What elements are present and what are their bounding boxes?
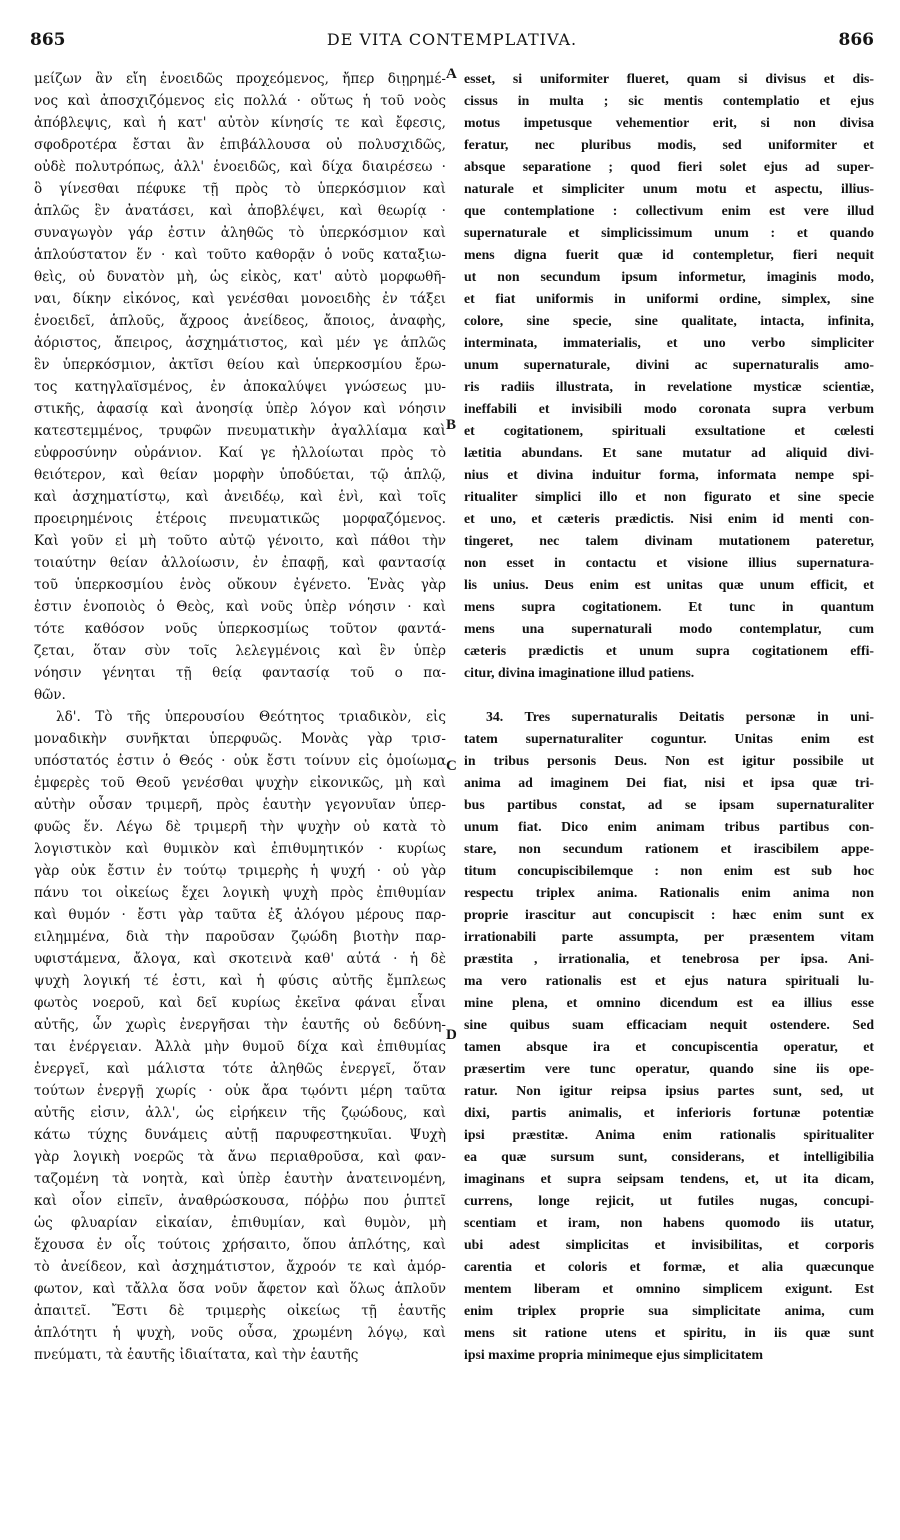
latin-text-line: irrationabili parte assumpta, per præsentem vitam xyxy=(464,929,874,944)
greek-text-line: καὶ ἀσχηματίστῳ, καὶ ἀνειδέῳ, καὶ ἑνὶ, καὶ τοῖς xyxy=(34,489,446,505)
greek-text-line: αὐτὴν οὖσαν τριμερῆ, πρὸς ἑαυτὴν γεγονυῖαν ὑπερ- xyxy=(34,797,446,813)
latin-text-line: et uno, et cæteris prædictis. Nisi enim id menti con- xyxy=(464,511,874,526)
latin-text-line: tatem supernaturaliter coguntur. Unitas enim est xyxy=(464,731,874,746)
latin-text-line: absque separatione ; quod fieri solet ejus ad super- xyxy=(464,159,874,174)
latin-text-line: imaginans et supra seipsam tendens, et, ut ita dicam, xyxy=(464,1171,874,1186)
greek-text-line: ζεται, ὅταν σὺν τοῖς λελεγμένοις καὶ ἓν ὑπὲρ xyxy=(34,643,446,659)
page-header xyxy=(30,30,874,62)
page-number-left: 865 xyxy=(30,30,66,50)
greek-text-line: μείζων ἂν εἴη ἑνοειδῶς προχεόμενος, ἤπερ διῃρημέ- xyxy=(34,71,446,87)
greek-text-line: ἀπόβλεψις, καὶ ἡ κατ' αὐτὸν κίνησίς τε καὶ ἔφεσις, xyxy=(34,115,446,131)
margin-marker-a: A xyxy=(446,66,457,82)
latin-text-line: bus partibus constat, ad se ipsam supernaturaliter xyxy=(464,797,874,812)
latin-text-line: colore, sine specie, sine qualitate, intacta, infinita, xyxy=(464,313,874,328)
latin-text-line: præstita , irrationalia, et tenebrosa per ipsa. Ani- xyxy=(464,951,874,966)
latin-text-line: ineffabili et invisibili modo coronata supra verbum xyxy=(464,401,874,416)
greek-text-line: ἐνεργεῖ, καὶ μάλιστα τότε ἀληθῶς ἐνεργεῖ, ὅταν xyxy=(34,1061,446,1077)
latin-text-line: unum supernaturale, divini ac supernaturalis amo- xyxy=(464,357,874,372)
greek-text-line: κάτω τύχης δυνάμεις αὐτῇ παρυφεστηκυῖαι. Ψυχὴ xyxy=(34,1127,446,1143)
greek-text-line: φυῶς ἕν. Λέγω δὲ τριμερῆ τὴν ψυχὴν οὐ κατὰ τὸ xyxy=(34,819,446,835)
latin-text-line: respectu triplex anima. Rationalis enim anima non xyxy=(464,885,874,900)
greek-text-line: τος κατηγλαϊσμένος, ἐν ἀποκαλύψει γνώσεως μυ- xyxy=(34,379,446,395)
greek-text-line: καὶ θυμόν · ἔστι γὰρ ταῦτα ἐξ ἀλόγου μέρους παρ- xyxy=(34,907,446,923)
latin-text-line: currens, longe rejicit, ut futiles nugas, concupi- xyxy=(464,1193,874,1208)
greek-text-line: καὶ οἷον εἰπεῖν, ἀναθρώσκουσα, πόῤῥω που ῥιπτεῖ xyxy=(34,1193,446,1209)
latin-text-line: lætitia abundans. Et sane mutatur ad aliquid divi- xyxy=(464,445,874,460)
page-number-right: 866 xyxy=(838,30,874,50)
greek-text-line: ται ἐνέργειαν. Ἀλλὰ μὴν θυμοῦ δίχα καὶ ἐπιθυμίας xyxy=(34,1039,446,1055)
greek-text-line: ναι, δίκην εἰκόνος, καὶ γενέσθαι μονοειδὴς ἐν τάξει xyxy=(34,291,446,307)
greek-text-line: ειλημμένα, διὰ τὴν παροῦσαν ζῳώδη βιοτὴν παρ- xyxy=(34,929,446,945)
greek-text-line: υφιστάμενα, ἄλογα, καὶ σκοτεινὰ καθ' αὑτά · ἡ δὲ xyxy=(34,951,446,967)
greek-text-line: ταζομένη τὰ νοητὰ, καὶ ὑπὲρ ἑαυτὴν ἀνατεινομένη, xyxy=(34,1171,446,1187)
latin-text-line: ipsi maxime propria minimeque ejus simplicitatem xyxy=(464,1347,764,1362)
greek-text-line: ἓν ὑπερκόσμιον, ἀκτῖσι θείου καὶ ὑπερκοσμίου ἔρω- xyxy=(34,357,446,373)
greek-text-line: Καὶ γοῦν εἰ μὴ τοῦτο αὐτῷ γένοιτο, καὶ πάθοι τὴν xyxy=(34,533,446,549)
greek-text-line: γὰρ λογικὴ νοερῶς τὰ ἄνω περιαθροῦσα, καὶ φαν- xyxy=(34,1149,446,1165)
latin-text-line: mens supra cogitationem. Et tunc in quantum xyxy=(464,599,874,614)
greek-text-line: υπόστατός ἐστιν ὁ Θεός · οὐκ ἔστι τοίνυν εἰς ὁμοίωμα xyxy=(34,753,446,769)
greek-text-line: ἀόριστος, ἄπειρος, ἀσχημάτιστος, καὶ μέν γε ἁπλῶς xyxy=(34,335,446,351)
greek-text-line: αὐτῆς, ὧν χωρὶς ἐνεργῆσαι τὴν ἑαυτῆς οὐ δεδύνη- xyxy=(34,1017,446,1033)
latin-text-line: citur, divina imaginatione illud patiens. xyxy=(464,665,695,680)
latin-text-line: ubi adest simplicitas et invisibilitas, et corporis xyxy=(464,1237,874,1252)
greek-text-line: θειότερον, καὶ θείαν μορφὴν ὑποδύεται, τῷ ἁπλῷ, xyxy=(34,467,446,483)
margin-marker-b: B xyxy=(446,417,457,433)
latin-text-line: motus impetusque vehementior erit, si non divisa xyxy=(464,115,874,130)
greek-text-line: εὐφροσύνην οὐράνιον. Καί γε ἠλλοίωται πρὸς τὸ xyxy=(34,445,446,461)
greek-text-line: αὐτῆς εἰσιν, ἀλλ', ὡς εἰρήκειν τῆς ζῳώδους, καὶ xyxy=(34,1105,446,1121)
latin-text-line: sine quibus suam efficaciam nequit ostendere. Sed xyxy=(464,1017,874,1032)
latin-text-line: feratur, nec pluribus modis, sed uniformiter et xyxy=(464,137,874,152)
greek-text-line: μοναδικὴν συνῆκται ὑπερφυῶς. Μονὰς γὰρ τρισ- xyxy=(34,731,446,747)
latin-text-line: ritualiter simplici illo et non figurato et sine specie xyxy=(464,489,874,504)
latin-text-line: naturale et simpliciter unum motu et aspectu, illius- xyxy=(464,181,874,196)
latin-text-line: ma vero rationalis est et ejus natura spirituali lu- xyxy=(464,973,874,988)
latin-text-line: mens una supernaturali modo contemplatur, cum xyxy=(464,621,874,636)
latin-text-line: tamen absque ira et concupiscentia operatur, et xyxy=(464,1039,874,1054)
latin-text-line: titum concupiscibilemque : non enim est sub hoc xyxy=(464,863,874,878)
greek-text-line: ψυχὴ λογική τέ ἐστι, καὶ ἡ φύσις αὐτῆς ἔμπλεως xyxy=(34,973,446,989)
greek-text-line: θῶν. xyxy=(34,687,66,703)
greek-text-line: τούτων ἐνεργῇ χωρίς · οὐκ ἄρα τῳόντι μέρη ταῦτα xyxy=(34,1083,446,1099)
greek-text-line: γὰρ οὐκ ἔστιν ἐν τούτῳ τριμερὴς ἡ ψυχή · οὐ γὰρ xyxy=(34,863,446,879)
latin-text-line: carentia et coloris et formæ, et alia quæcunque xyxy=(464,1259,874,1274)
latin-text-line: mentem liberam et omnino simplicem exigunt. Est xyxy=(464,1281,874,1296)
latin-text-line: cissus in multa ; sic mentis contemplatio et ejus xyxy=(464,93,874,108)
latin-text-line: præsertim vere tunc operatur, quando sine iis ope- xyxy=(464,1061,874,1076)
greek-text-line: ὃ γίνεσθαι πέφυκε τῇ πρὸς τὸ ὑπερκόσμιον καὶ xyxy=(34,181,446,197)
greek-text-line: λογιστικὸν καὶ θυμικὸν καὶ ἐπιθυμητικόν · κυρίως xyxy=(34,841,446,857)
latin-text-line: supernaturale et simplicissimum unum : et quando xyxy=(464,225,874,240)
greek-text-line: τοῦ ὑπερκοσμίου ἑνὸς οὔκουν ἐγένετο. Ἑνὰς γὰρ xyxy=(34,577,446,593)
latin-text-line: et fiat uniformis in uniformi ordine, simplex, sine xyxy=(464,291,874,306)
greek-text-line: ἐμφερὲς τοῦ Θεοῦ γενέσθαι ψυχὴν εἰκονικῶς, μὴ καὶ xyxy=(34,775,446,791)
latin-text-line: proprie irascitur aut concupiscit : hæc enim sunt ex xyxy=(464,907,874,922)
greek-text-line: ἐστιν ἑνοποιὸς ὁ Θεὸς, καὶ νοῦς ὑπὲρ νόησιν · καὶ xyxy=(34,599,446,615)
latin-text-line: ut non secundum ipsum informetur, imaginis modo, xyxy=(464,269,874,284)
greek-text-line: ἁπλῶς ἓν ἀνατάσει, καὶ ἀποβλέψει, καὶ θεωρίᾳ · xyxy=(34,203,446,219)
greek-text-line: προειρημένοις ἑτέροις πνευματικῶς μορφαζόμενος. xyxy=(34,511,446,527)
latin-text-line: anima ad imaginem Dei fiat, nisi et ipsa quæ tri- xyxy=(464,775,874,790)
latin-text-line: mens sit ratione utens et spiritu, in iis quæ sunt xyxy=(464,1325,874,1340)
latin-text-line: ea quæ sursum sunt, considerans, et intelligibilia xyxy=(464,1149,874,1164)
latin-text-line: mine plena, et omnino dicendum est ea illius esse xyxy=(464,995,874,1010)
latin-text-line: ipsi præstitæ. Anima enim rationalis spiritualiter xyxy=(464,1127,874,1142)
greek-text-line: στικῆς, ἀφασίᾳ καὶ ἀνοησίᾳ ὑπὲρ λόγον καὶ νόησιν xyxy=(34,401,446,417)
latin-column xyxy=(464,68,874,1366)
latin-text-line: enim triplex proprie sua simplicitate anima, cum xyxy=(464,1303,874,1318)
greek-text-line: τοιαύτην θείαν ἀλλοίωσιν, ἐν ἐπαφῇ, καὶ φαντασίᾳ xyxy=(34,555,446,571)
latin-text-line: lis unius. Deus enim est unitas quæ unum efficit, et xyxy=(464,577,874,592)
greek-text-line: τὸ ἀνείδεον, καὶ ἀσχημάτιστον, ἄχροόν τε καὶ ἀμόρ- xyxy=(34,1259,446,1275)
latin-text-line: tingeret, nec talem divinam mutationem pateretur, xyxy=(464,533,874,548)
greek-text-line: σφοδροτέρα ἔσται ἂν ἐπιβάλλουσα οὐ πολυσχιδῶς, xyxy=(34,137,446,153)
latin-text-line: scentiam et iram, non habens quomodo iis utatur, xyxy=(464,1215,874,1230)
latin-text-line: interminata, immaterialis, et uno verbo simpliciter xyxy=(464,335,874,350)
latin-text-line: 34. Tres supernaturalis Deitatis personæ in uni- xyxy=(486,709,874,724)
margin-marker-c: C xyxy=(446,758,457,774)
greek-text-line: κατεστεμμένος, τρυφῶν πνευματικὴν ἀγαλλίαμα καὶ xyxy=(34,423,446,439)
greek-text-line: θεὶς, οὐ δυνατὸν μὴ, ὡς εἰκὸς, κατ' αὐτὸ μορφωθῆ- xyxy=(34,269,446,285)
latin-text-line: dixi, partis animalis, et inferioris fortunæ potentiæ xyxy=(464,1105,874,1120)
latin-text-line: stare, non secundum rationem et irascibilem appe- xyxy=(464,841,874,856)
greek-text-line: ἔχουσα ἐν οἷς τούτοις χρήσαιτο, ὅπου ἁπλότης, καὶ xyxy=(34,1237,446,1253)
greek-text-line: ὡς φλυαρίαν εἰκαίαν, ἐπιθυμίαν, καὶ θυμὸν, μὴ xyxy=(34,1215,446,1231)
greek-text-line: συναγωγὸν γάρ ἐστιν ἀληθῶς τὸ ὑπερκόσμιον καὶ xyxy=(34,225,446,241)
latin-text-line: que contemplatione : collectivum enim est vere illud xyxy=(464,203,874,218)
greek-text-line: πνεύματι, τὰ ἑαυτῆς ἰδιαίτατα, καὶ τὴν ἑαυτῆς xyxy=(34,1347,359,1363)
greek-text-line: οὐδὲ πολυτρόπως, ἀλλ' ἑνοειδῶς, καὶ δίχα διαιρέσεω · xyxy=(34,159,446,175)
margin-marker-d: D xyxy=(446,1027,457,1043)
greek-text-line: φωτον, καὶ τἄλλα ὅσα νοῦν ἄφετον καὶ ὅλως ἁπλοῦν xyxy=(34,1281,446,1297)
latin-text-line: et cogitationem, spirituali exsultatione et cœlesti xyxy=(464,423,874,438)
greek-text-line: λδ'. Τὸ τῆς ὑπερουσίου Θεότητος τριαδικὸν, εἰς xyxy=(56,709,446,725)
greek-column xyxy=(34,68,446,1366)
greek-text-line: ἀπαιτεῖ. Ἔστι δὲ τριμερὴς οἰκείως τῇ ἑαυτῆς xyxy=(34,1303,446,1319)
latin-text-line: mens digna fuerit quæ id contempletur, fieri nequit xyxy=(464,247,874,262)
greek-text-line: φωτὸς νοεροῦ, καὶ δεῖ κυρίως ἐκεῖνα φάναι εἶναι xyxy=(34,995,446,1011)
greek-text-line: ἑνοειδεῖ, ἁπλοῦς, ἄχροος ἀνείδεος, ἄποιος, ἀναφὴς, xyxy=(34,313,446,329)
greek-text-line: νος καὶ ἀποσχιζόμενος εἰς πολλά · οὕτως ἡ τοῦ νοὸς xyxy=(34,93,446,109)
latin-text-line: esset, si uniformiter flueret, quam si divisus et dis- xyxy=(464,71,874,86)
greek-text-line: πάνυ τοι οἰκείως ἔχει λογικὴ ψυχὴ πρὸς ἐπιθυμίαν xyxy=(34,885,446,901)
latin-text-line: cæteris prædictis et unum supra cogitationem effi- xyxy=(464,643,874,658)
greek-text-line: τότε καθόσον νοῦς ὑπερκοσμίως τοῦτον φαντά- xyxy=(34,621,446,637)
latin-text-line: non esset in contactu et visione illius supernatura- xyxy=(464,555,874,570)
running-title: DE VITA CONTEMPLATIVA. xyxy=(326,30,578,49)
latin-text-line: unum fiat. Dico enim animam tribus partibus con- xyxy=(464,819,874,834)
latin-text-line: ris radiis illustrata, in revelatione mysticæ scientiæ, xyxy=(464,379,874,394)
latin-text-line: nius et divina induitur forma, informata nempe spi- xyxy=(464,467,874,482)
paragraph-gap xyxy=(464,684,874,706)
greek-text-line: νόησιν γένηται τῇ θείᾳ φαντασίᾳ τοῦ ο πα- xyxy=(34,665,446,681)
latin-text-line: in tribus personis Deus. Non est igitur possibile ut xyxy=(464,753,874,768)
latin-text-line: ratur. Non igitur reipsa ipsius partes sunt, sed, ut xyxy=(464,1083,874,1098)
greek-text-line: ἁπλούστατον ἕν · καὶ τοῦτο καθορᾷν ὁ νοῦς καταξιω- xyxy=(34,247,446,263)
greek-text-line: ἁπλότητι ἡ ψυχὴ, νοῦς οὖσα, χρωμένη λόγῳ, καὶ xyxy=(34,1325,446,1341)
